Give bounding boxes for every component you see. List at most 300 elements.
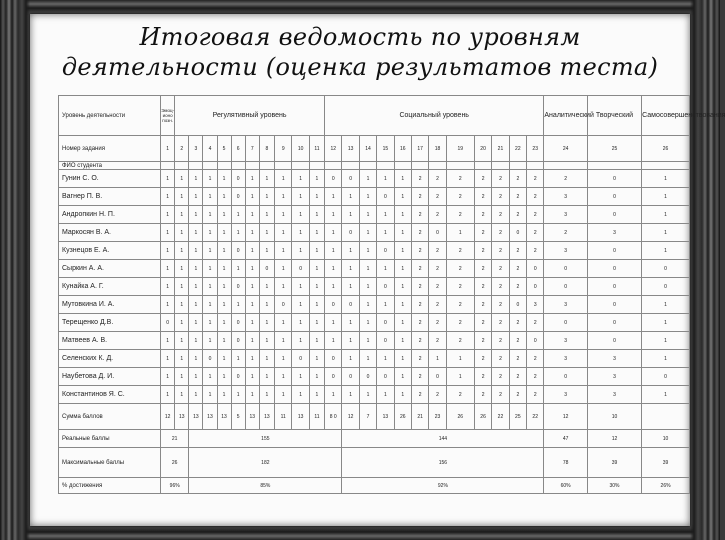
table-row — [59, 430, 690, 448]
score-cell: 1 — [189, 296, 203, 314]
task-number: 4 — [203, 136, 217, 162]
score-cell: 3 — [587, 224, 641, 242]
score-cell: 1 — [309, 224, 324, 242]
score-cell: 0 — [509, 296, 526, 314]
pct-cell: 85% — [189, 478, 342, 494]
score-cell: 1 — [309, 332, 324, 350]
score-cell: 0 — [642, 368, 690, 386]
real-cell: 47 — [544, 430, 587, 448]
score-cell: 2 — [527, 206, 544, 224]
pct-cell: 26% — [642, 478, 690, 494]
score-cell: 1 — [161, 368, 175, 386]
score-cell: 1 — [189, 350, 203, 368]
score-cell: 2 — [509, 368, 526, 386]
score-cell: 1 — [275, 332, 292, 350]
score-cell: 1 — [309, 260, 324, 278]
spacer-cell — [259, 162, 274, 170]
score-cell: 0 — [377, 242, 394, 260]
score-cell: 1 — [342, 314, 359, 332]
score-cell: 1 — [359, 224, 376, 242]
student-name: Селенских К. Д. — [59, 350, 161, 368]
score-cell: 2 — [509, 314, 526, 332]
score-cell: 1 — [189, 332, 203, 350]
score-cell: 1 — [394, 368, 411, 386]
table-row — [59, 278, 690, 296]
student-name: Кунайка А. Г. — [59, 278, 161, 296]
score-cell: 1 — [203, 314, 217, 332]
score-cell: 3 — [544, 350, 587, 368]
score-cell: 2 — [492, 224, 509, 242]
score-cell: 0 — [587, 296, 641, 314]
task-number: 15 — [377, 136, 394, 162]
score-cell: 1 — [642, 350, 690, 368]
spacer-cell — [642, 162, 690, 170]
score-cell: 0 — [275, 296, 292, 314]
score-cell: 1 — [161, 170, 175, 188]
score-cell: 1 — [292, 368, 309, 386]
score-cell: 2 — [527, 386, 544, 404]
sum-cell: 8 0 — [325, 404, 342, 430]
score-cell: 2 — [474, 188, 491, 206]
sum-cell: 13 — [217, 404, 231, 430]
score-cell: 1 — [359, 188, 376, 206]
score-cell: 2 — [411, 260, 428, 278]
score-cell: 0 — [587, 278, 641, 296]
score-cell: 0 — [203, 350, 217, 368]
score-cell: 1 — [217, 206, 231, 224]
sum-cell: 23 — [429, 404, 446, 430]
score-cell: 2 — [527, 170, 544, 188]
real-cell: 155 — [189, 430, 342, 448]
score-cell: 2 — [446, 314, 474, 332]
score-cell: 2 — [429, 188, 446, 206]
score-cell: 1 — [642, 296, 690, 314]
score-cell: 1 — [175, 224, 189, 242]
score-cell: 1 — [245, 314, 259, 332]
score-cell: 1 — [446, 368, 474, 386]
task-number: 8 — [259, 136, 274, 162]
score-cell: 1 — [325, 206, 342, 224]
score-cell: 1 — [394, 170, 411, 188]
spacer-cell — [175, 162, 189, 170]
score-cell: 1 — [203, 188, 217, 206]
score-cell: 1 — [189, 206, 203, 224]
spacer-cell — [377, 162, 394, 170]
score-cell: 1 — [377, 170, 394, 188]
task-number: 22 — [509, 136, 526, 162]
self-header: Самосовершенствования — [642, 96, 690, 136]
score-cell: 1 — [259, 350, 274, 368]
spacer-cell — [527, 162, 544, 170]
score-cell: 1 — [203, 296, 217, 314]
table-row — [59, 136, 690, 162]
score-cell: 1 — [217, 314, 231, 332]
score-cell: 1 — [359, 386, 376, 404]
score-cell: 1 — [394, 260, 411, 278]
score-cell: 1 — [275, 368, 292, 386]
sum-cell: 12 — [161, 404, 175, 430]
spacer-cell — [642, 404, 690, 430]
score-cell: 1 — [161, 296, 175, 314]
score-cell: 2 — [474, 350, 491, 368]
score-cell: 3 — [544, 188, 587, 206]
sum-cell: 26 — [394, 404, 411, 430]
score-cell: 1 — [342, 260, 359, 278]
student-name: Мутовкина И. А. — [59, 296, 161, 314]
score-cell: 0 — [527, 278, 544, 296]
score-cell: 1 — [309, 386, 324, 404]
spacer-cell — [394, 162, 411, 170]
score-cell: 1 — [275, 224, 292, 242]
score-cell: 1 — [161, 188, 175, 206]
score-cell: 1 — [309, 170, 324, 188]
score-cell: 1 — [161, 206, 175, 224]
score-cell: 1 — [325, 314, 342, 332]
score-cell: 1 — [175, 206, 189, 224]
score-cell: 2 — [509, 242, 526, 260]
score-cell: 1 — [203, 386, 217, 404]
max-cell: 26 — [161, 448, 189, 478]
score-cell: 1 — [259, 368, 274, 386]
score-cell: 1 — [642, 206, 690, 224]
score-cell: 0 — [587, 188, 641, 206]
score-cell: 1 — [292, 296, 309, 314]
pct-cell: 92% — [342, 478, 544, 494]
score-cell: 1 — [394, 188, 411, 206]
max-cell: 39 — [642, 448, 690, 478]
score-cell: 1 — [175, 170, 189, 188]
score-cell: 1 — [217, 260, 231, 278]
score-cell: 1 — [359, 206, 376, 224]
spacer-cell — [587, 162, 641, 170]
score-cell: 1 — [175, 296, 189, 314]
score-cell: 0 — [359, 368, 376, 386]
table-row — [59, 368, 690, 386]
sum-cell: 13 — [175, 404, 189, 430]
score-cell: 2 — [509, 260, 526, 278]
spacer-cell — [474, 162, 491, 170]
score-cell: 1 — [342, 278, 359, 296]
score-cell: 0 — [377, 314, 394, 332]
score-cell: 2 — [446, 386, 474, 404]
score-cell: 2 — [527, 224, 544, 242]
score-cell: 2 — [411, 386, 428, 404]
score-cell: 1 — [359, 242, 376, 260]
score-cell: 1 — [394, 278, 411, 296]
score-cell: 2 — [544, 170, 587, 188]
score-cell: 1 — [175, 278, 189, 296]
student-name: Кузнецов Е. А. — [59, 242, 161, 260]
score-cell: 1 — [275, 188, 292, 206]
score-cell: 2 — [429, 332, 446, 350]
score-cell: 1 — [342, 332, 359, 350]
spacer-cell — [492, 162, 509, 170]
score-cell: 2 — [429, 278, 446, 296]
pct-label: % достижения — [59, 478, 161, 494]
score-cell: 0 — [342, 296, 359, 314]
score-cell: 0 — [292, 350, 309, 368]
score-cell: 0 — [231, 278, 245, 296]
creative-header: Творческий — [587, 96, 641, 136]
sum-cell: 22 — [492, 404, 509, 430]
score-cell: 1 — [642, 242, 690, 260]
score-cell: 3 — [544, 206, 587, 224]
score-cell: 1 — [217, 296, 231, 314]
table-row — [59, 448, 690, 478]
spacer-cell — [161, 162, 175, 170]
score-cell: 3 — [544, 386, 587, 404]
score-cell: 1 — [446, 224, 474, 242]
score-cell: 1 — [203, 170, 217, 188]
score-cell: 1 — [309, 206, 324, 224]
table-row — [59, 224, 690, 242]
score-cell: 1 — [259, 314, 274, 332]
score-cell: 2 — [509, 206, 526, 224]
score-cell: 0 — [342, 170, 359, 188]
score-cell: 0 — [429, 368, 446, 386]
score-cell: 2 — [474, 242, 491, 260]
score-cell: 1 — [275, 278, 292, 296]
task-number: 3 — [189, 136, 203, 162]
score-cell: 1 — [245, 170, 259, 188]
score-cell: 1 — [203, 242, 217, 260]
score-cell: 1 — [292, 386, 309, 404]
score-cell: 1 — [189, 368, 203, 386]
score-cell: 2 — [446, 332, 474, 350]
score-cell: 3 — [527, 296, 544, 314]
score-cell: 0 — [231, 242, 245, 260]
pct-cell: 96% — [161, 478, 189, 494]
score-cell: 3 — [544, 332, 587, 350]
sum-cell: 12 — [544, 404, 587, 430]
score-cell: 1 — [275, 260, 292, 278]
score-cell: 1 — [245, 224, 259, 242]
score-cell: 2 — [429, 296, 446, 314]
score-cell: 1 — [429, 350, 446, 368]
task-number: 26 — [642, 136, 690, 162]
sum-cell: 21 — [411, 404, 428, 430]
table-row — [59, 386, 690, 404]
score-cell: 1 — [189, 314, 203, 332]
spacer-cell — [509, 162, 526, 170]
score-cell: 2 — [492, 170, 509, 188]
score-cell: 1 — [309, 368, 324, 386]
score-cell: 1 — [342, 350, 359, 368]
max-cell: 182 — [189, 448, 342, 478]
score-cell: 2 — [474, 368, 491, 386]
table-row — [59, 170, 690, 188]
student-name: Гунин С. О. — [59, 170, 161, 188]
score-cell: 1 — [175, 350, 189, 368]
table-row — [59, 242, 690, 260]
task-number: 18 — [429, 136, 446, 162]
student-name: Терещенко Д.В. — [59, 314, 161, 332]
score-cell: 1 — [217, 350, 231, 368]
score-cell: 1 — [203, 224, 217, 242]
emotional-header: Эмоц-ионо позн. — [161, 96, 175, 136]
score-cell: 1 — [642, 314, 690, 332]
score-cell: 1 — [377, 224, 394, 242]
score-cell: 2 — [474, 170, 491, 188]
sum-cell: 7 — [359, 404, 376, 430]
task-number: 5 — [217, 136, 231, 162]
sum-cell: 26 — [474, 404, 491, 430]
score-cell: 0 — [527, 332, 544, 350]
title-line-2: деятельности (оценка результатов теста) — [61, 53, 659, 81]
score-cell: 1 — [245, 206, 259, 224]
spacer-cell — [217, 162, 231, 170]
score-cell: 1 — [231, 260, 245, 278]
score-cell: 1 — [359, 350, 376, 368]
score-cell: 0 — [342, 224, 359, 242]
sum-cell: 5 — [231, 404, 245, 430]
score-cell: 1 — [377, 386, 394, 404]
sum-cell: 13 — [189, 404, 203, 430]
score-cell: 1 — [394, 242, 411, 260]
task-number: 7 — [245, 136, 259, 162]
score-cell: 1 — [161, 350, 175, 368]
score-cell: 2 — [527, 314, 544, 332]
score-cell: 0 — [377, 368, 394, 386]
results-table — [58, 95, 725, 494]
task-number: 11 — [309, 136, 324, 162]
score-cell: 0 — [377, 278, 394, 296]
spacer-cell — [245, 162, 259, 170]
score-cell: 2 — [492, 386, 509, 404]
score-cell: 0 — [429, 224, 446, 242]
score-cell: 2 — [527, 188, 544, 206]
table-row — [59, 260, 690, 278]
score-cell: 2 — [474, 296, 491, 314]
score-cell: 2 — [446, 278, 474, 296]
score-cell: 1 — [259, 278, 274, 296]
title-line-1: Итоговая ведомость по уровням — [139, 23, 581, 51]
score-cell: 1 — [325, 386, 342, 404]
score-cell: 1 — [259, 170, 274, 188]
sum-cell: 13 — [203, 404, 217, 430]
real-cell: 21 — [161, 430, 189, 448]
task-number: 10 — [292, 136, 309, 162]
score-cell: 1 — [325, 188, 342, 206]
score-cell: 0 — [231, 188, 245, 206]
social-header: Социальный уровень — [325, 96, 544, 136]
score-cell: 1 — [217, 170, 231, 188]
score-cell: 1 — [259, 332, 274, 350]
score-cell: 1 — [189, 242, 203, 260]
score-cell: 0 — [325, 350, 342, 368]
score-cell: 1 — [189, 188, 203, 206]
score-cell: 1 — [245, 188, 259, 206]
score-cell: 3 — [587, 386, 641, 404]
sum-label: Сумма баллов — [59, 404, 161, 430]
score-cell: 1 — [292, 242, 309, 260]
score-cell: 2 — [446, 206, 474, 224]
student-name: Наубетова Д. И. — [59, 368, 161, 386]
score-cell: 1 — [217, 386, 231, 404]
score-cell: 1 — [342, 206, 359, 224]
sum-cell: 26 — [446, 404, 474, 430]
student-name: Сыркин А. А. — [59, 260, 161, 278]
score-cell: 2 — [474, 314, 491, 332]
spacer-cell — [275, 162, 292, 170]
score-cell: 0 — [231, 332, 245, 350]
table-row — [59, 332, 690, 350]
real-cell: 12 — [587, 430, 641, 448]
task-number: 6 — [231, 136, 245, 162]
score-cell: 1 — [325, 224, 342, 242]
score-cell: 2 — [544, 224, 587, 242]
score-cell: 1 — [275, 314, 292, 332]
spacer-cell — [203, 162, 217, 170]
task-number: 1 — [161, 136, 175, 162]
max-cell: 78 — [544, 448, 587, 478]
score-cell: 1 — [325, 260, 342, 278]
table-row — [59, 296, 690, 314]
score-cell: 2 — [492, 368, 509, 386]
real-cell: 144 — [342, 430, 544, 448]
task-number: 9 — [275, 136, 292, 162]
table-row — [59, 206, 690, 224]
task-number: 24 — [544, 136, 587, 162]
score-cell: 2 — [509, 278, 526, 296]
score-cell: 1 — [394, 296, 411, 314]
spacer-cell — [342, 162, 359, 170]
sum-cell: 11 — [309, 404, 324, 430]
score-cell: 2 — [492, 314, 509, 332]
score-cell: 1 — [292, 206, 309, 224]
task-number-label: Номер задания — [59, 136, 161, 162]
task-number: 14 — [359, 136, 376, 162]
spacer-cell — [359, 162, 376, 170]
score-cell: 0 — [544, 314, 587, 332]
score-cell: 1 — [325, 278, 342, 296]
score-cell: 1 — [359, 332, 376, 350]
score-cell: 1 — [377, 206, 394, 224]
table-row — [59, 478, 690, 494]
slide-title — [30, 22, 690, 82]
sum-cell: 13 — [292, 404, 309, 430]
pct-cell: 30% — [587, 478, 641, 494]
score-cell: 2 — [474, 386, 491, 404]
score-cell: 1 — [394, 332, 411, 350]
max-label: Максимальные баллы — [59, 448, 161, 478]
score-cell: 1 — [245, 242, 259, 260]
score-cell: 1 — [175, 242, 189, 260]
score-cell: 1 — [359, 170, 376, 188]
score-cell: 1 — [275, 242, 292, 260]
score-cell: 1 — [642, 170, 690, 188]
score-cell: 1 — [245, 296, 259, 314]
score-cell: 1 — [359, 314, 376, 332]
score-cell: 1 — [189, 278, 203, 296]
score-cell: 1 — [275, 170, 292, 188]
score-cell: 2 — [411, 170, 428, 188]
score-cell: 1 — [189, 224, 203, 242]
score-cell: 2 — [411, 224, 428, 242]
score-cell: 1 — [377, 350, 394, 368]
score-cell: 2 — [446, 296, 474, 314]
score-cell: 2 — [492, 332, 509, 350]
score-cell: 1 — [161, 332, 175, 350]
student-name: Константинов Я. С. — [59, 386, 161, 404]
score-cell: 1 — [359, 296, 376, 314]
score-cell: 0 — [325, 170, 342, 188]
pct-cell: 60% — [544, 478, 587, 494]
score-cell: 2 — [411, 350, 428, 368]
score-cell: 0 — [342, 368, 359, 386]
table-row — [59, 162, 690, 170]
score-cell: 2 — [492, 188, 509, 206]
